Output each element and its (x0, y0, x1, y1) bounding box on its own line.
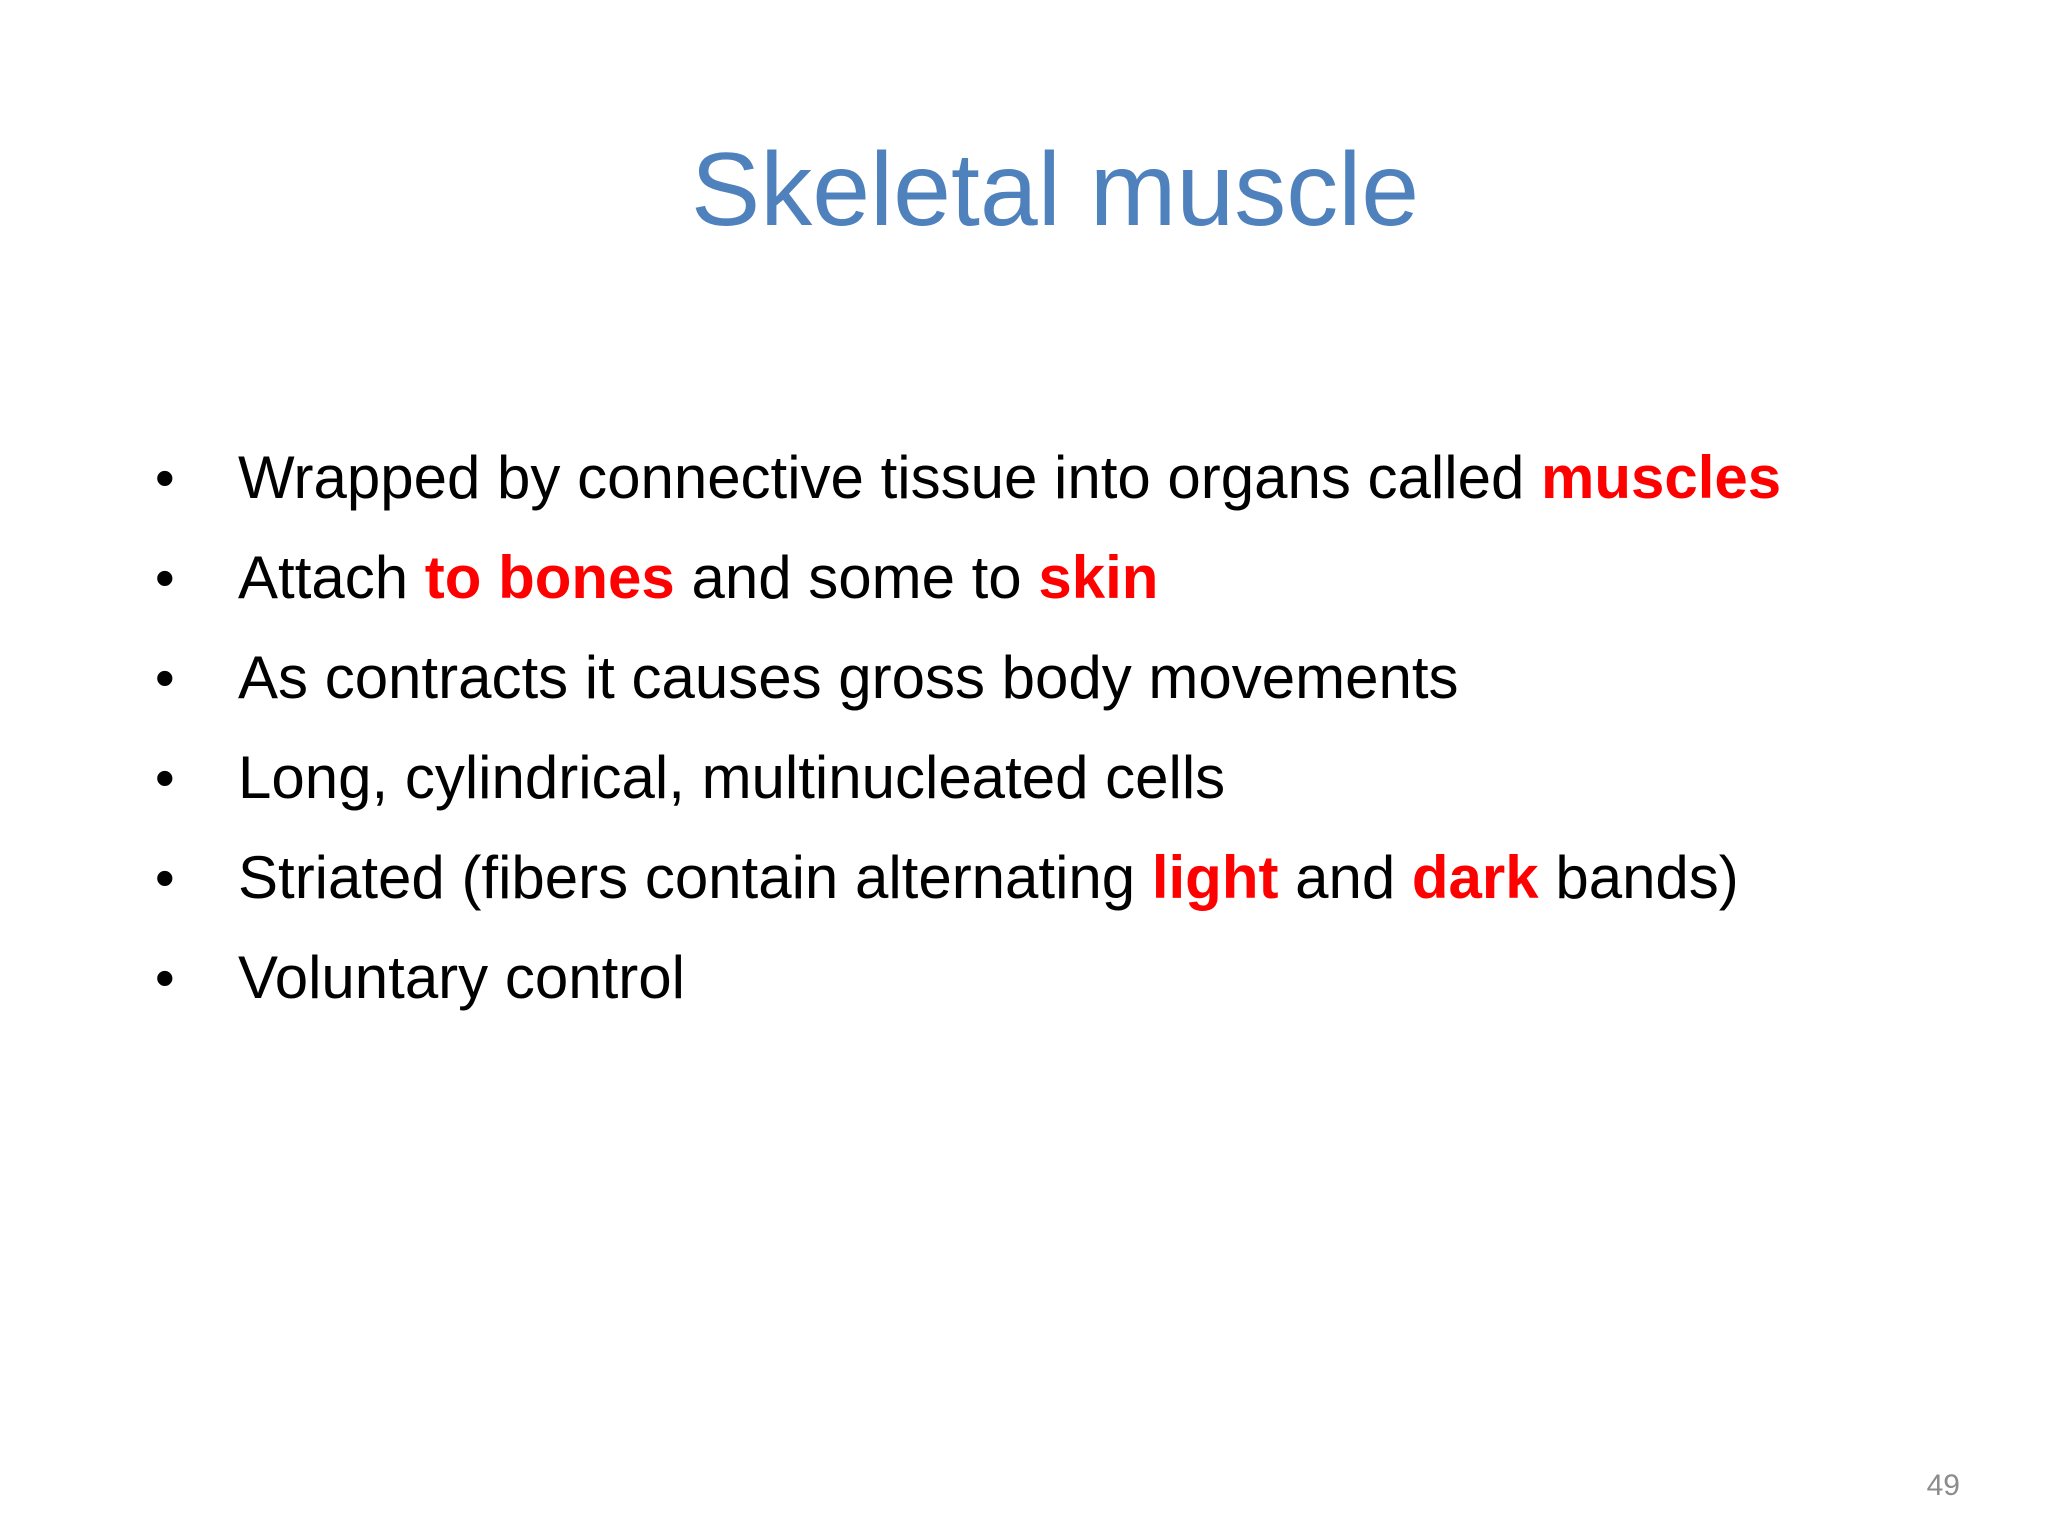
bullet-text (238, 528, 1158, 628)
bullet-text-segment: and some to (674, 544, 1039, 611)
bullet-item (155, 928, 1975, 1028)
highlighted-term: muscles (1540, 444, 1782, 511)
bullet-dot-icon: • (155, 846, 175, 909)
bullet-text-segment: Long, cylindrical, multinucleated cells (238, 744, 1226, 811)
bullet-dot-icon: • (155, 746, 175, 809)
bullet-text-segment: and (1278, 844, 1412, 911)
bullet-dot-icon: • (155, 546, 175, 609)
page-number: 49 (1926, 1469, 1960, 1502)
bullet-dot-icon: • (155, 946, 175, 1009)
bullet-item (155, 428, 1975, 528)
bullet-text-segment: bands) (1538, 844, 1739, 911)
bullet-dot-icon: • (155, 446, 175, 509)
bullet-text (238, 928, 685, 1028)
bullet-item (155, 828, 1975, 928)
bullet-text-segment: Wrapped by connective tissue into organs called (238, 444, 1541, 511)
bullet-text (238, 628, 1459, 728)
bullet-item (155, 628, 1975, 728)
bullet-list (155, 428, 1975, 1028)
bullet-text-segment: Attach (238, 544, 425, 611)
highlighted-term: light (1151, 844, 1279, 911)
bullet-item (155, 528, 1975, 628)
slide-title: Skeletal muscle (690, 132, 1420, 248)
bullet-item (155, 728, 1975, 828)
bullet-dot-icon: • (155, 646, 175, 709)
highlighted-term: skin (1038, 544, 1159, 611)
bullet-text-segment: As contracts it causes gross body movements (238, 644, 1459, 711)
bullet-text (238, 728, 1225, 828)
highlighted-term: to bones (424, 544, 675, 611)
bullet-text-segment: Voluntary control (238, 944, 685, 1011)
bullet-text (238, 428, 1781, 528)
bullet-text-segment: Striated (fibers contain alternating (238, 844, 1152, 911)
bullet-text (238, 828, 1739, 928)
highlighted-term: dark (1411, 844, 1539, 911)
